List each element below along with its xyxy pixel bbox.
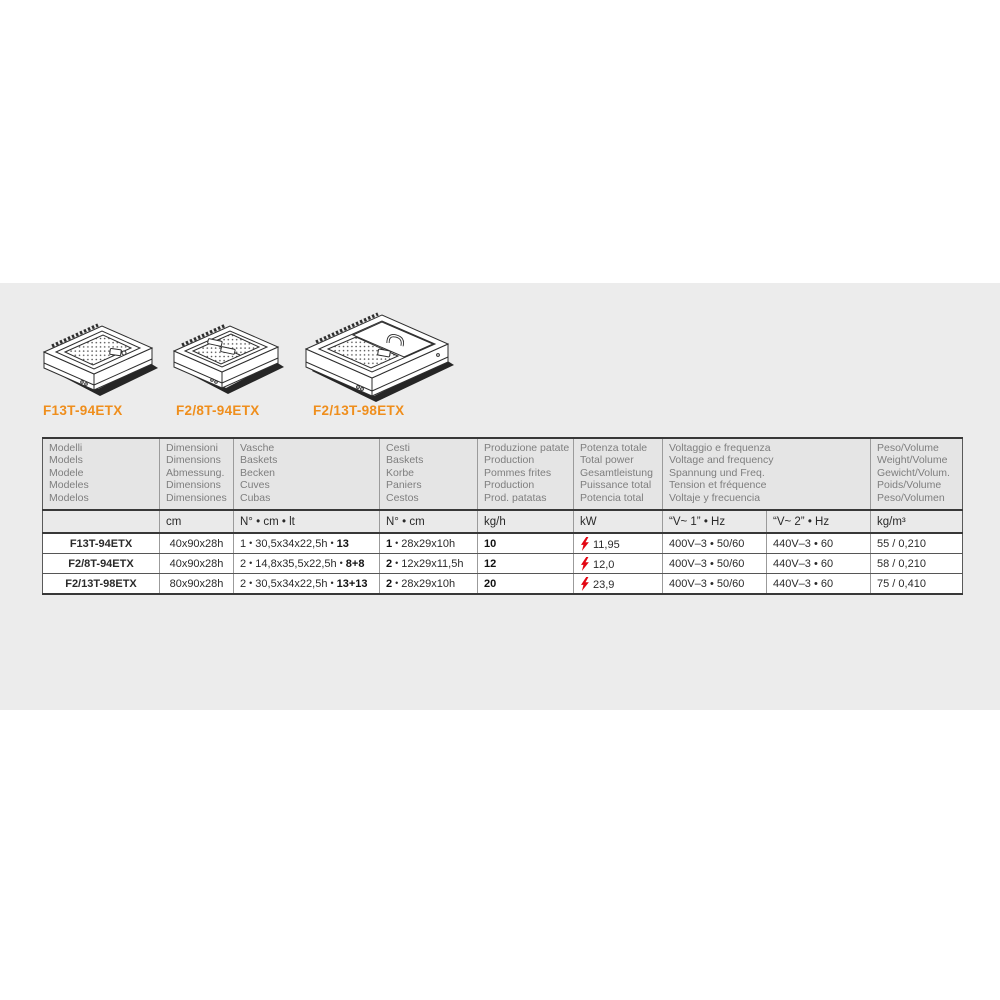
- header-line: Tension et fréquence: [669, 479, 767, 492]
- header-line: Puissance total: [580, 479, 652, 492]
- cell-voltage2: 440V–3 • 60: [767, 533, 871, 554]
- cell-baskets: 1 • 28x29x10h: [380, 533, 478, 554]
- cell-dimensions: 80x90x28h: [160, 574, 234, 595]
- header-line: Korbe: [386, 466, 415, 479]
- header-line: Peso/Volume: [877, 442, 939, 454]
- col-header-power: [574, 438, 663, 510]
- header-line: Produzione patate: [484, 442, 570, 454]
- header-line: Weight/Volume: [877, 454, 948, 467]
- header-row-languages: [43, 438, 963, 510]
- cell-voltage1: 400V–3 • 50/60: [663, 533, 767, 554]
- col-header-voltage: [663, 438, 871, 510]
- header-line: Becken: [240, 466, 276, 479]
- lightning-bolt-icon: [580, 577, 589, 591]
- cell-units-power: kW: [574, 510, 663, 533]
- cell-weight: 75 / 0,410: [871, 574, 963, 595]
- table-row: [43, 574, 963, 595]
- header-line: Production: [484, 454, 535, 467]
- cell-baskets: 2 • 12x29x11,5h: [380, 554, 478, 574]
- col-header-tanks: [234, 438, 380, 510]
- header-line: Voltage and frequency: [669, 454, 774, 467]
- fryer-illustration-single-tank: [36, 316, 162, 400]
- lightning-bolt-icon: [580, 557, 589, 571]
- table-row: [43, 533, 963, 554]
- cell-units-voltage2: “V~ 2” • Hz: [767, 510, 871, 533]
- cell-units-weight: kg/m³: [871, 510, 963, 533]
- header-line: Abmessung.: [166, 466, 225, 479]
- header-line: Voltaje y frecuencia: [669, 491, 761, 504]
- cell-units-voltage1: “V~ 1” • Hz: [663, 510, 767, 533]
- header-line: Models: [49, 454, 83, 467]
- cell-power: 12,0: [574, 554, 663, 574]
- header-line: Dimensiones: [166, 491, 227, 504]
- cell-tanks: 2 • 14,8x35,5x22,5h • 8+8: [234, 554, 380, 574]
- header-line: Total power: [580, 454, 634, 467]
- cell-power: 23,9: [574, 574, 663, 595]
- cell-production: 20: [478, 574, 574, 595]
- cell-production: 10: [478, 533, 574, 554]
- header-line: Vasche: [240, 442, 275, 454]
- header-line: Cubas: [240, 491, 271, 504]
- cell-units-production: kg/h: [478, 510, 574, 533]
- header-line: Voltaggio e frequenza: [669, 442, 771, 454]
- cell-weight: 55 / 0,210: [871, 533, 963, 554]
- cell-production: 12: [478, 554, 574, 574]
- header-line: Dimensions: [166, 479, 221, 492]
- cell-voltage2: 440V–3 • 60: [767, 574, 871, 595]
- header-line: Peso/Volumen: [877, 491, 945, 504]
- col-header-models: [43, 438, 160, 510]
- header-line: Cesti: [386, 442, 410, 454]
- header-line: Modele: [49, 466, 84, 479]
- cell-units-empty: [43, 510, 160, 533]
- header-line: Cestos: [386, 491, 419, 504]
- lightning-bolt-icon: [580, 537, 589, 551]
- table-row: [43, 554, 963, 574]
- model-label-3: F2/13T-98ETX: [313, 403, 405, 418]
- col-header-baskets: [380, 438, 478, 510]
- units-row: [43, 510, 963, 533]
- header-line: Modelli: [49, 442, 83, 454]
- header-line: Spannung und Freq.: [669, 466, 765, 479]
- col-header-dimensions: [160, 438, 234, 510]
- cell-baskets: 2 • 28x29x10h: [380, 574, 478, 595]
- cell-voltage1: 400V–3 • 50/60: [663, 574, 767, 595]
- header-line: Poids/Volume: [877, 479, 942, 492]
- specification-table: [42, 437, 963, 595]
- cell-units-baskets: N° • cm: [380, 510, 478, 533]
- fryer-illustration-two-tanks-cover: [300, 303, 462, 407]
- header-line: Baskets: [386, 454, 424, 467]
- col-header-weight: [871, 438, 963, 510]
- model-label-1: F13T-94ETX: [43, 403, 123, 418]
- header-line: Gesamtleistung: [580, 466, 653, 479]
- cell-units-dimensions: cm: [160, 510, 234, 533]
- col-header-production: [478, 438, 574, 510]
- fryer-illustration-two-baskets: [168, 313, 284, 399]
- cell-tanks: 1 • 30,5x34x22,5h • 13: [234, 533, 380, 554]
- header-line: Production: [484, 479, 535, 492]
- header-line: Prod. patatas: [484, 491, 547, 504]
- cell-model: F2/8T-94ETX: [43, 554, 160, 574]
- cell-model: F13T-94ETX: [43, 533, 160, 554]
- cell-weight: 58 / 0,210: [871, 554, 963, 574]
- header-line: Gewicht/Volum.: [877, 466, 950, 479]
- cell-dimensions: 40x90x28h: [160, 554, 234, 574]
- header-line: Modeles: [49, 479, 89, 492]
- header-line: Baskets: [240, 454, 278, 467]
- cell-voltage1: 400V–3 • 50/60: [663, 554, 767, 574]
- cell-voltage2: 440V–3 • 60: [767, 554, 871, 574]
- cell-power: 11,95: [574, 533, 663, 554]
- header-line: Pommes frites: [484, 466, 552, 479]
- header-line: Dimensions: [166, 454, 221, 467]
- cell-model: F2/13T-98ETX: [43, 574, 160, 595]
- cell-dimensions: 40x90x28h: [160, 533, 234, 554]
- header-line: Paniers: [386, 479, 422, 492]
- model-label-2: F2/8T-94ETX: [176, 403, 260, 418]
- header-line: Modelos: [49, 491, 89, 504]
- header-line: Dimensioni: [166, 442, 218, 454]
- header-line: Potenza totale: [580, 442, 648, 454]
- cell-units-tanks: N° • cm • lt: [234, 510, 380, 533]
- header-line: Potencia total: [580, 491, 644, 504]
- cell-tanks: 2 • 30,5x34x22,5h • 13+13: [234, 574, 380, 595]
- header-line: Cuves: [240, 479, 270, 492]
